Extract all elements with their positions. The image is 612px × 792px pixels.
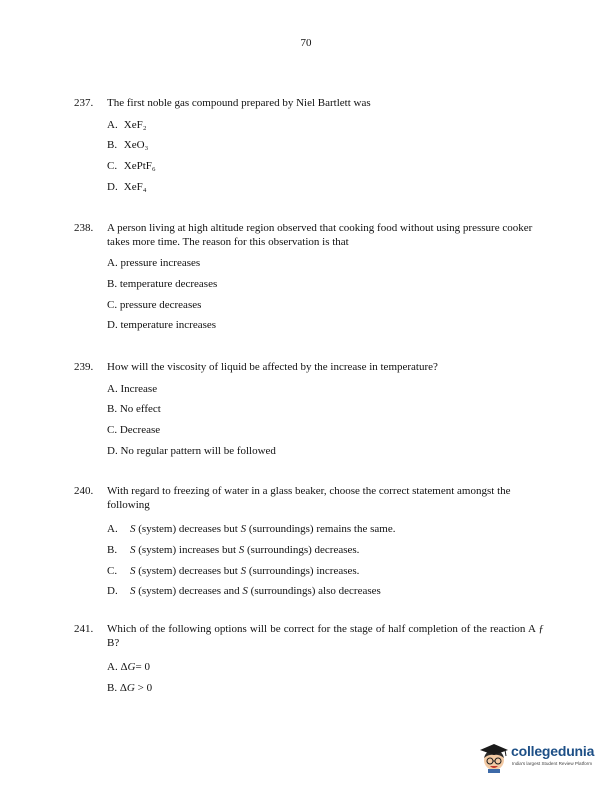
option-label: B. bbox=[107, 139, 118, 152]
question-238 bbox=[74, 222, 544, 340]
entropy-symbol: S bbox=[240, 523, 247, 535]
option-d bbox=[107, 445, 544, 466]
option-text: XeO₃ bbox=[123, 139, 149, 152]
option-text: pressure decreases bbox=[119, 298, 202, 311]
entropy-symbol: S bbox=[130, 585, 136, 598]
option-text: temperature increases bbox=[120, 319, 217, 332]
page-number: 70 bbox=[300, 37, 312, 49]
option-text: temperature decreases bbox=[119, 277, 218, 290]
option-text: XeF₄ bbox=[123, 180, 147, 193]
entropy-symbol: S bbox=[238, 543, 245, 556]
option-label: C. bbox=[107, 424, 118, 437]
option-label: A. bbox=[107, 118, 118, 131]
entropy-symbol: S bbox=[242, 585, 248, 598]
option-text: Decrease bbox=[119, 424, 161, 437]
option-text: = 0 bbox=[135, 661, 150, 673]
option-a bbox=[107, 257, 544, 278]
question-text: How will the viscosity of liquid be affected by the increase in temperature? bbox=[107, 361, 438, 373]
logo-tagline: India's largest Student Review Platform bbox=[512, 761, 593, 766]
option-label: B. bbox=[107, 277, 118, 290]
option-text: (surroundings) decreases. bbox=[244, 543, 360, 556]
entropy-symbol: S bbox=[130, 564, 136, 577]
question-number: 238. bbox=[74, 222, 94, 234]
question-number: 239. bbox=[74, 361, 94, 373]
options-list bbox=[107, 523, 544, 606]
option-label: B. bbox=[107, 403, 118, 416]
question-240 bbox=[74, 485, 544, 606]
option-c bbox=[107, 424, 544, 445]
question-number: 240. bbox=[74, 485, 94, 497]
option-label: B. bbox=[107, 543, 118, 556]
option-text: XeF₂ bbox=[123, 118, 147, 131]
graduate-mascot-icon bbox=[478, 741, 510, 773]
option-label: C. bbox=[107, 160, 118, 173]
option-text: (surroundings) increases. bbox=[246, 564, 360, 577]
gibbs-symbol: G bbox=[127, 661, 136, 673]
option-c bbox=[107, 299, 544, 320]
delta-symbol: Δ bbox=[120, 661, 128, 673]
option-text: (system) decreases but bbox=[135, 523, 241, 535]
question-text: With regard to freezing of water in a glass beaker, choose the correct statement amongst the following bbox=[107, 485, 511, 511]
question-239 bbox=[74, 361, 544, 466]
option-a bbox=[107, 383, 544, 404]
option-label: D. bbox=[107, 180, 118, 193]
gibbs-symbol: G bbox=[126, 681, 135, 694]
option-a bbox=[107, 119, 544, 140]
option-c bbox=[107, 565, 544, 586]
option-label: A. bbox=[107, 257, 118, 269]
option-text: pressure increases bbox=[120, 257, 201, 269]
question-text: A person living at high altitude region observed that cooking food without using pressure cooker takes more time. The reason for this observation is that bbox=[107, 222, 533, 248]
option-d bbox=[107, 181, 544, 202]
option-text: XePtF₆ bbox=[123, 160, 156, 173]
question-text: Which of the following options will be correct for the stage of half completion of the reaction A ƒ B? bbox=[107, 623, 544, 649]
option-d bbox=[107, 585, 544, 606]
option-text: (system) increases but bbox=[135, 543, 239, 556]
option-label: B. bbox=[107, 681, 118, 694]
question-number: 237. bbox=[74, 97, 94, 109]
option-text: No regular pattern will be followed bbox=[120, 444, 276, 457]
question-number: 241. bbox=[74, 623, 94, 635]
option-text: (system) decreases but bbox=[135, 564, 241, 577]
options-list bbox=[107, 383, 544, 466]
question-text: The first noble gas compound prepared by Niel Bartlett was bbox=[107, 97, 371, 109]
option-b bbox=[107, 544, 544, 565]
option-text: No effect bbox=[119, 403, 161, 416]
logo-name: collegedunia bbox=[511, 743, 595, 759]
option-b bbox=[107, 139, 544, 160]
option-text: (system) decreases and bbox=[135, 585, 243, 598]
option-label: C. bbox=[107, 564, 118, 577]
option-b bbox=[107, 278, 544, 299]
option-d bbox=[107, 319, 544, 340]
option-text: (surroundings) also decreases bbox=[247, 585, 381, 598]
option-label: D. bbox=[107, 585, 118, 598]
option-label: D. bbox=[107, 444, 118, 457]
options-list bbox=[107, 119, 544, 202]
option-a bbox=[107, 523, 544, 544]
option-b bbox=[107, 682, 544, 703]
entropy-symbol: S bbox=[130, 523, 136, 535]
option-label: C. bbox=[107, 298, 118, 311]
options-list bbox=[107, 661, 544, 703]
option-c bbox=[107, 160, 544, 181]
option-text: (surroundings) remains the same. bbox=[246, 523, 396, 535]
option-a bbox=[107, 661, 544, 682]
entropy-symbol: S bbox=[240, 564, 247, 577]
option-text: Increase bbox=[120, 382, 158, 395]
option-label: A. bbox=[107, 382, 118, 395]
option-label: A. bbox=[107, 661, 118, 673]
option-b bbox=[107, 403, 544, 424]
question-241 bbox=[74, 623, 544, 703]
options-list bbox=[107, 257, 544, 340]
collegedunia-logo[interactable] bbox=[478, 741, 600, 773]
question-237 bbox=[74, 97, 544, 202]
option-text: > 0 bbox=[134, 681, 153, 694]
option-label: A. bbox=[107, 523, 118, 535]
option-label: D. bbox=[107, 319, 118, 332]
delta-symbol: Δ bbox=[119, 681, 127, 694]
entropy-symbol: S bbox=[130, 543, 136, 556]
